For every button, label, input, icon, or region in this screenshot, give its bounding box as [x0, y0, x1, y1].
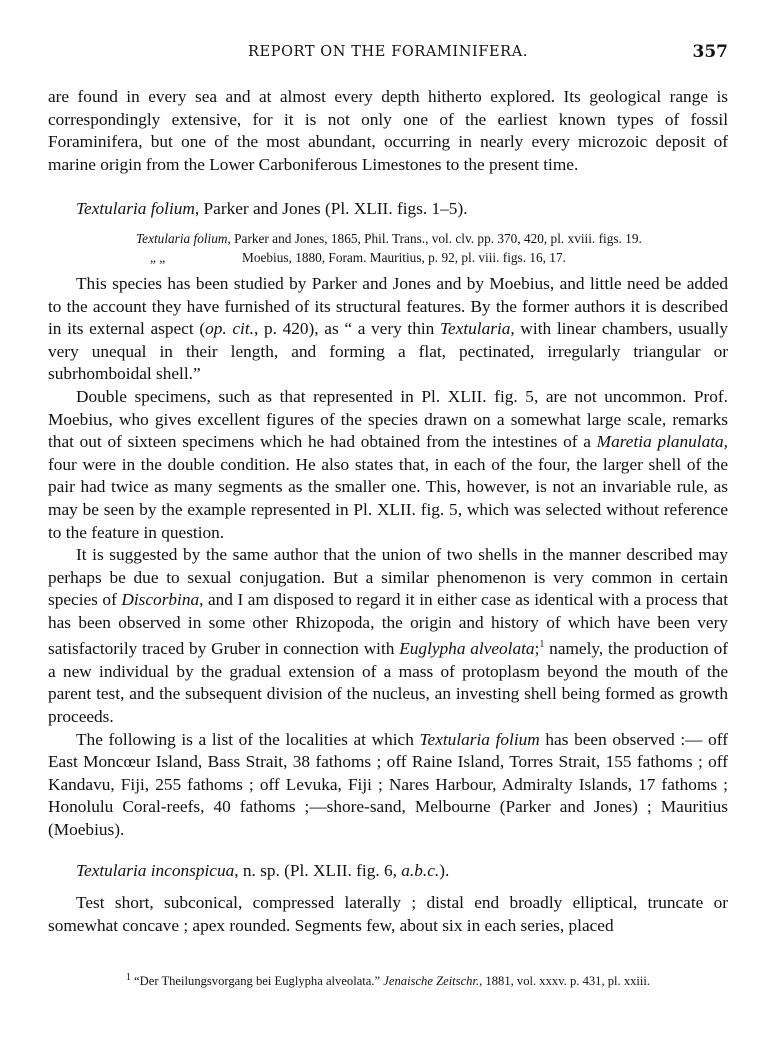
running-title: REPORT ON THE FORAMINIFERA.	[248, 44, 528, 60]
para3-text-b: four were in the double condition. He also states that, in each of the four, the larger shell of the pair had twice as many segments as the smaller one. This, however, is not an invariable rule, as may be seen by the example represented in Pl. XLII. fig. 5, which was selected without reference to the feature in question.	[48, 454, 728, 542]
genus-discorbina: Discorbina,	[121, 590, 204, 610]
op-cit: op. cit.	[205, 319, 254, 339]
species-2-ref: , n. sp. (Pl. XLII. fig. 6,	[234, 860, 402, 880]
paragraph-2	[48, 273, 728, 386]
paragraph-6: Test short, subconical, compressed laterally ; distal end broadly elliptical, truncate or somewhat concave ; apex rounded. Segments few, about six in each series, placed	[48, 893, 728, 935]
para2-text-c: with linear chambers, usually very unequal in their length, and forming a flat, pectinated, irregularly triangular or subrhomboidal shell.”	[48, 319, 728, 384]
footnote-mark: 1	[125, 972, 131, 983]
species-authority-1: , Parker and Jones (Pl. XLII. figs. 1–5).	[194, 199, 468, 219]
para4-text-d: namely, the production of a new individual by the gradual extension of a mass of protoplasm beyond the mouth of the parent test, and the subsequent division of the nucleus, an investing shell being formed as growth proceeds.	[48, 639, 729, 727]
footnote-quote: “Der Theilungsvorgang bei Euglypha alveolata.”	[130, 974, 384, 989]
ditto-marks: „ „	[150, 249, 166, 265]
paragraph-3	[48, 386, 728, 544]
paragraph-5	[48, 729, 728, 842]
synonym-1-ref: , Parker and Jones, 1865, Phil. Trans., vol. clv. pp. 370, 420, pl. xviii. figs. 19.	[227, 230, 642, 246]
synonym-1-name: Textularia folium	[136, 230, 228, 246]
footnote	[48, 972, 728, 989]
paragraph-4	[48, 544, 728, 729]
species-heading-2	[48, 860, 728, 883]
para2-text-a: This species has been studied by Parker and Jones and by Moebius, and little need be added to the account they have furnished of its structural features. By the former authors it is described in its external aspect (	[48, 273, 728, 339]
para5-text-b: has been observed :— off East Moncœur Island, Bass Strait, 38 fathoms ; off Raine Island, Torres Strait, 155 fathoms ; off Kandavu, Fiji, 255 fathoms ; off Levuka, Fiji ; Nares Harbour, Admiralty Islands, 17 fathoms ; Honolulu Coral-reefs, 40 fathoms ;—shore-sand, Melbourne (Parker and Jones) ; Mauritius (Moebius).	[48, 729, 728, 839]
running-head	[48, 44, 728, 68]
para4-text-b: and I am disposed to regard it in either case as identical with a process that has been observed in some other Rhizopoda, the origin and history of which have been very satisfactorily traced by Gruber in connection with	[48, 590, 728, 659]
page-number: 357	[692, 42, 728, 62]
synonym-line-2	[136, 248, 728, 267]
synonymy-1	[48, 229, 728, 267]
synonym-line-1	[136, 229, 728, 248]
synonym-2-ref: Moebius, 1880, Foram. Mauritius, p. 92, pl. viii. figs. 16, 17.	[242, 249, 566, 265]
species-euglypha: Euglypha alveolata	[399, 639, 535, 659]
para4-text-c: ;	[534, 639, 540, 659]
species-heading-1	[48, 198, 728, 221]
footnote-ref: 1	[539, 639, 545, 651]
para3-text-a: Double specimens, such as that represented in Pl. XLII. fig. 5, are not uncommon. Prof. Moebius, who gives excellent figures of the species drawn on a somewhat large scale, remarks that out of sixteen specimens which he had obtained from the intestines of a	[48, 386, 728, 452]
species-2-close: ).	[439, 860, 450, 880]
paragraph-1: are found in every sea and at almost every depth hitherto explored. Its geological range is correspondingly extensive, for it is not only one of the earliest known types of fossil Foraminifera, but one of the most abundant, occurring in nearly every microzoic deposit of marine origin from the Lower Carboniferous Limestones to the present time.	[48, 87, 728, 174]
species-name-2: Textularia inconspicua	[76, 860, 235, 880]
species-maretia: Maretia planulata,	[596, 432, 729, 452]
footnote-journal: Jenaische Zeitschr.,	[383, 974, 483, 989]
genus-textularia: Textularia,	[440, 319, 515, 339]
footnote-ref: 1881, vol. xxxv. p. 431, pl. xxiii.	[482, 974, 651, 989]
species-name-1: Textularia folium	[76, 199, 195, 219]
body-text	[48, 86, 728, 937]
species-textularia-folium: Textularia folium	[419, 729, 540, 749]
species-2-figs: a.b.c.	[401, 860, 440, 880]
para4-text-a: It is suggested by the same author that the union of two shells in the manner described may perhaps be due to sexual conjugation. But a similar phenomenon is very common in certain species of	[48, 545, 728, 610]
para2-text-b: , p. 420), as “ a very thin	[253, 319, 440, 339]
para5-text-a: The following is a list of the localities at which	[76, 729, 420, 749]
